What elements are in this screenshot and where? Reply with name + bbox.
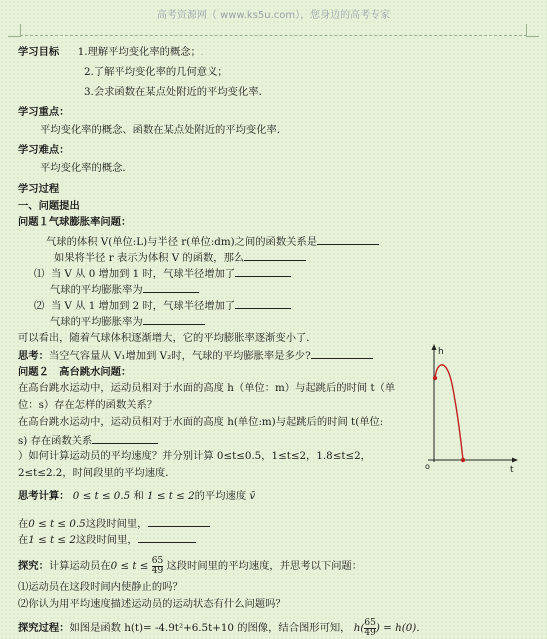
calc-line-1: 在0 ≤ t ≤ 0.5这段时间里，: [18, 516, 210, 531]
explore-process-fraction: $\frac{65}{49}$: [364, 617, 376, 638]
problem-1-item-2: ⑵ 当 V 从 1 增加到 2 时，气球半径增加了: [34, 298, 291, 313]
graph-point-start: [433, 376, 437, 380]
process-label: 学习过程: [18, 183, 60, 195]
calc-row: 思考计算： 0 ≤ t ≤ 0.5 和 1 ≤ t ≤ 2的平均速度 v̄: [18, 490, 256, 502]
difficulty-label: 学习难点：: [18, 144, 70, 156]
problem-2-title: 问题２ 高台跳水问题：: [18, 366, 132, 378]
corner-mark-right: [526, 24, 539, 37]
calc-vbar: v̄: [249, 490, 256, 502]
problem-2-line-2: 位：s）存在怎样的函数关系？: [18, 399, 158, 411]
graph-y-label: h: [438, 347, 444, 357]
problem-1-line-1: 气球的体积 V(单位:L)与半径 r(单位:dm)之间的函数关系是: [46, 234, 379, 249]
height-time-graph: [422, 340, 522, 480]
section-1-label: 一、问题提出: [18, 200, 80, 212]
calc-label: 思考计算：: [18, 490, 70, 502]
key-points-text: 平均变化率的概念、函数在某点处附近的平均变化率．: [40, 124, 288, 136]
calc-line-2: 在1 ≤ t ≤ 2这段时间里，: [18, 532, 196, 547]
graph-y-arrow: [432, 344, 437, 350]
graph-x-label: t: [510, 465, 514, 475]
graph-origin-label: o: [425, 462, 430, 471]
problem-1-item-1: ⑴ 当 V 从 0 增加到 1 时，气球半径增加了: [34, 266, 291, 281]
graph-x-arrow: [512, 458, 518, 463]
graph-point-end: [461, 458, 465, 462]
explore-label: 探究：: [18, 560, 49, 572]
problem-1-item-1-rate: 气球的平均膨胀率为: [50, 282, 199, 297]
goal-item-1: 1.理解平均变化率的概念；: [77, 46, 201, 58]
problem-1-conclusion: 可以看出，随着气球体积逐渐增大，它的平均膨胀率逐渐变小了．: [18, 332, 317, 344]
difficulty-text: 平均变化率的概念．: [40, 162, 133, 174]
think-1-label: 思考：: [18, 350, 49, 362]
header-divider: [20, 35, 527, 36]
explore-process-label: 探究过程：: [18, 622, 70, 634]
goal-item-2: 2.了解平均变化率的几何意义；: [84, 66, 228, 78]
goals-row: 学习目标 1.理解平均变化率的概念；.: [18, 46, 204, 58]
problem-1-item-2-rate: 气球的平均膨胀率为: [50, 314, 205, 329]
explore-question-2: ⑵你认为用平均速度描述运动员的运动状态有什么问题吗？: [18, 598, 286, 610]
explore-fraction: $\frac{65}{49}$: [151, 555, 164, 576]
problem-1-title: 问题１气球膨胀率问题：: [18, 216, 132, 228]
problem-2-line-3: 在高台跳水运动中，运动员相对于水面的高度 h(单位:m)与起跳后的时间 t(单位:: [18, 416, 384, 428]
key-points-label: 学习重点：: [18, 106, 70, 118]
problem-2-line-4: s) 存在函数关系: [18, 433, 158, 448]
think-1: 思考：当空气容量从 V₁增加到 V₂时，气球的平均膨胀率是多少?: [18, 348, 373, 363]
explore-process-row: 探究过程：如图是函数 h(t)= -4.9t²+6.5t+10 的图像，结合图形可知， h( $\frac{65}{49}$ ) = h(0)．: [18, 617, 427, 638]
goals-label: 学习目标: [18, 46, 60, 58]
explore-row: 探究：计算运动员在0 ≤ t ≤ $\frac{65}{49}$ 这段时间里的平均速度，并思考以下问题：: [18, 555, 363, 576]
problem-1-line-2: 如果将半径 r 表示为体积 V 的函数，那么: [54, 250, 306, 265]
graph-parabola-curve: [435, 365, 463, 460]
explore-question-1: ⑴运动员在这段时间内使静止的吗？: [18, 581, 183, 593]
page-header-watermark: 高考资源网（ www.ks5u.com），您身边的高考专家: [156, 10, 391, 21]
problem-2-line-6: 2≤t≤2.2，时间段里的平均速度．: [18, 467, 176, 479]
goal-item-3: 3.会求函数在某点处附近的平均变化率．: [84, 86, 269, 98]
problem-2-line-1: 在高台跳水运动中，运动员相对于水面的高度 h（单位：m）与起跳后的时间 t（单: [18, 382, 396, 394]
problem-2-line-5: ）如何计算运动员的平均速度？并分别计算 0≤t≤0.5，1≤t≤2，1.8≤t≤2，: [18, 450, 371, 462]
